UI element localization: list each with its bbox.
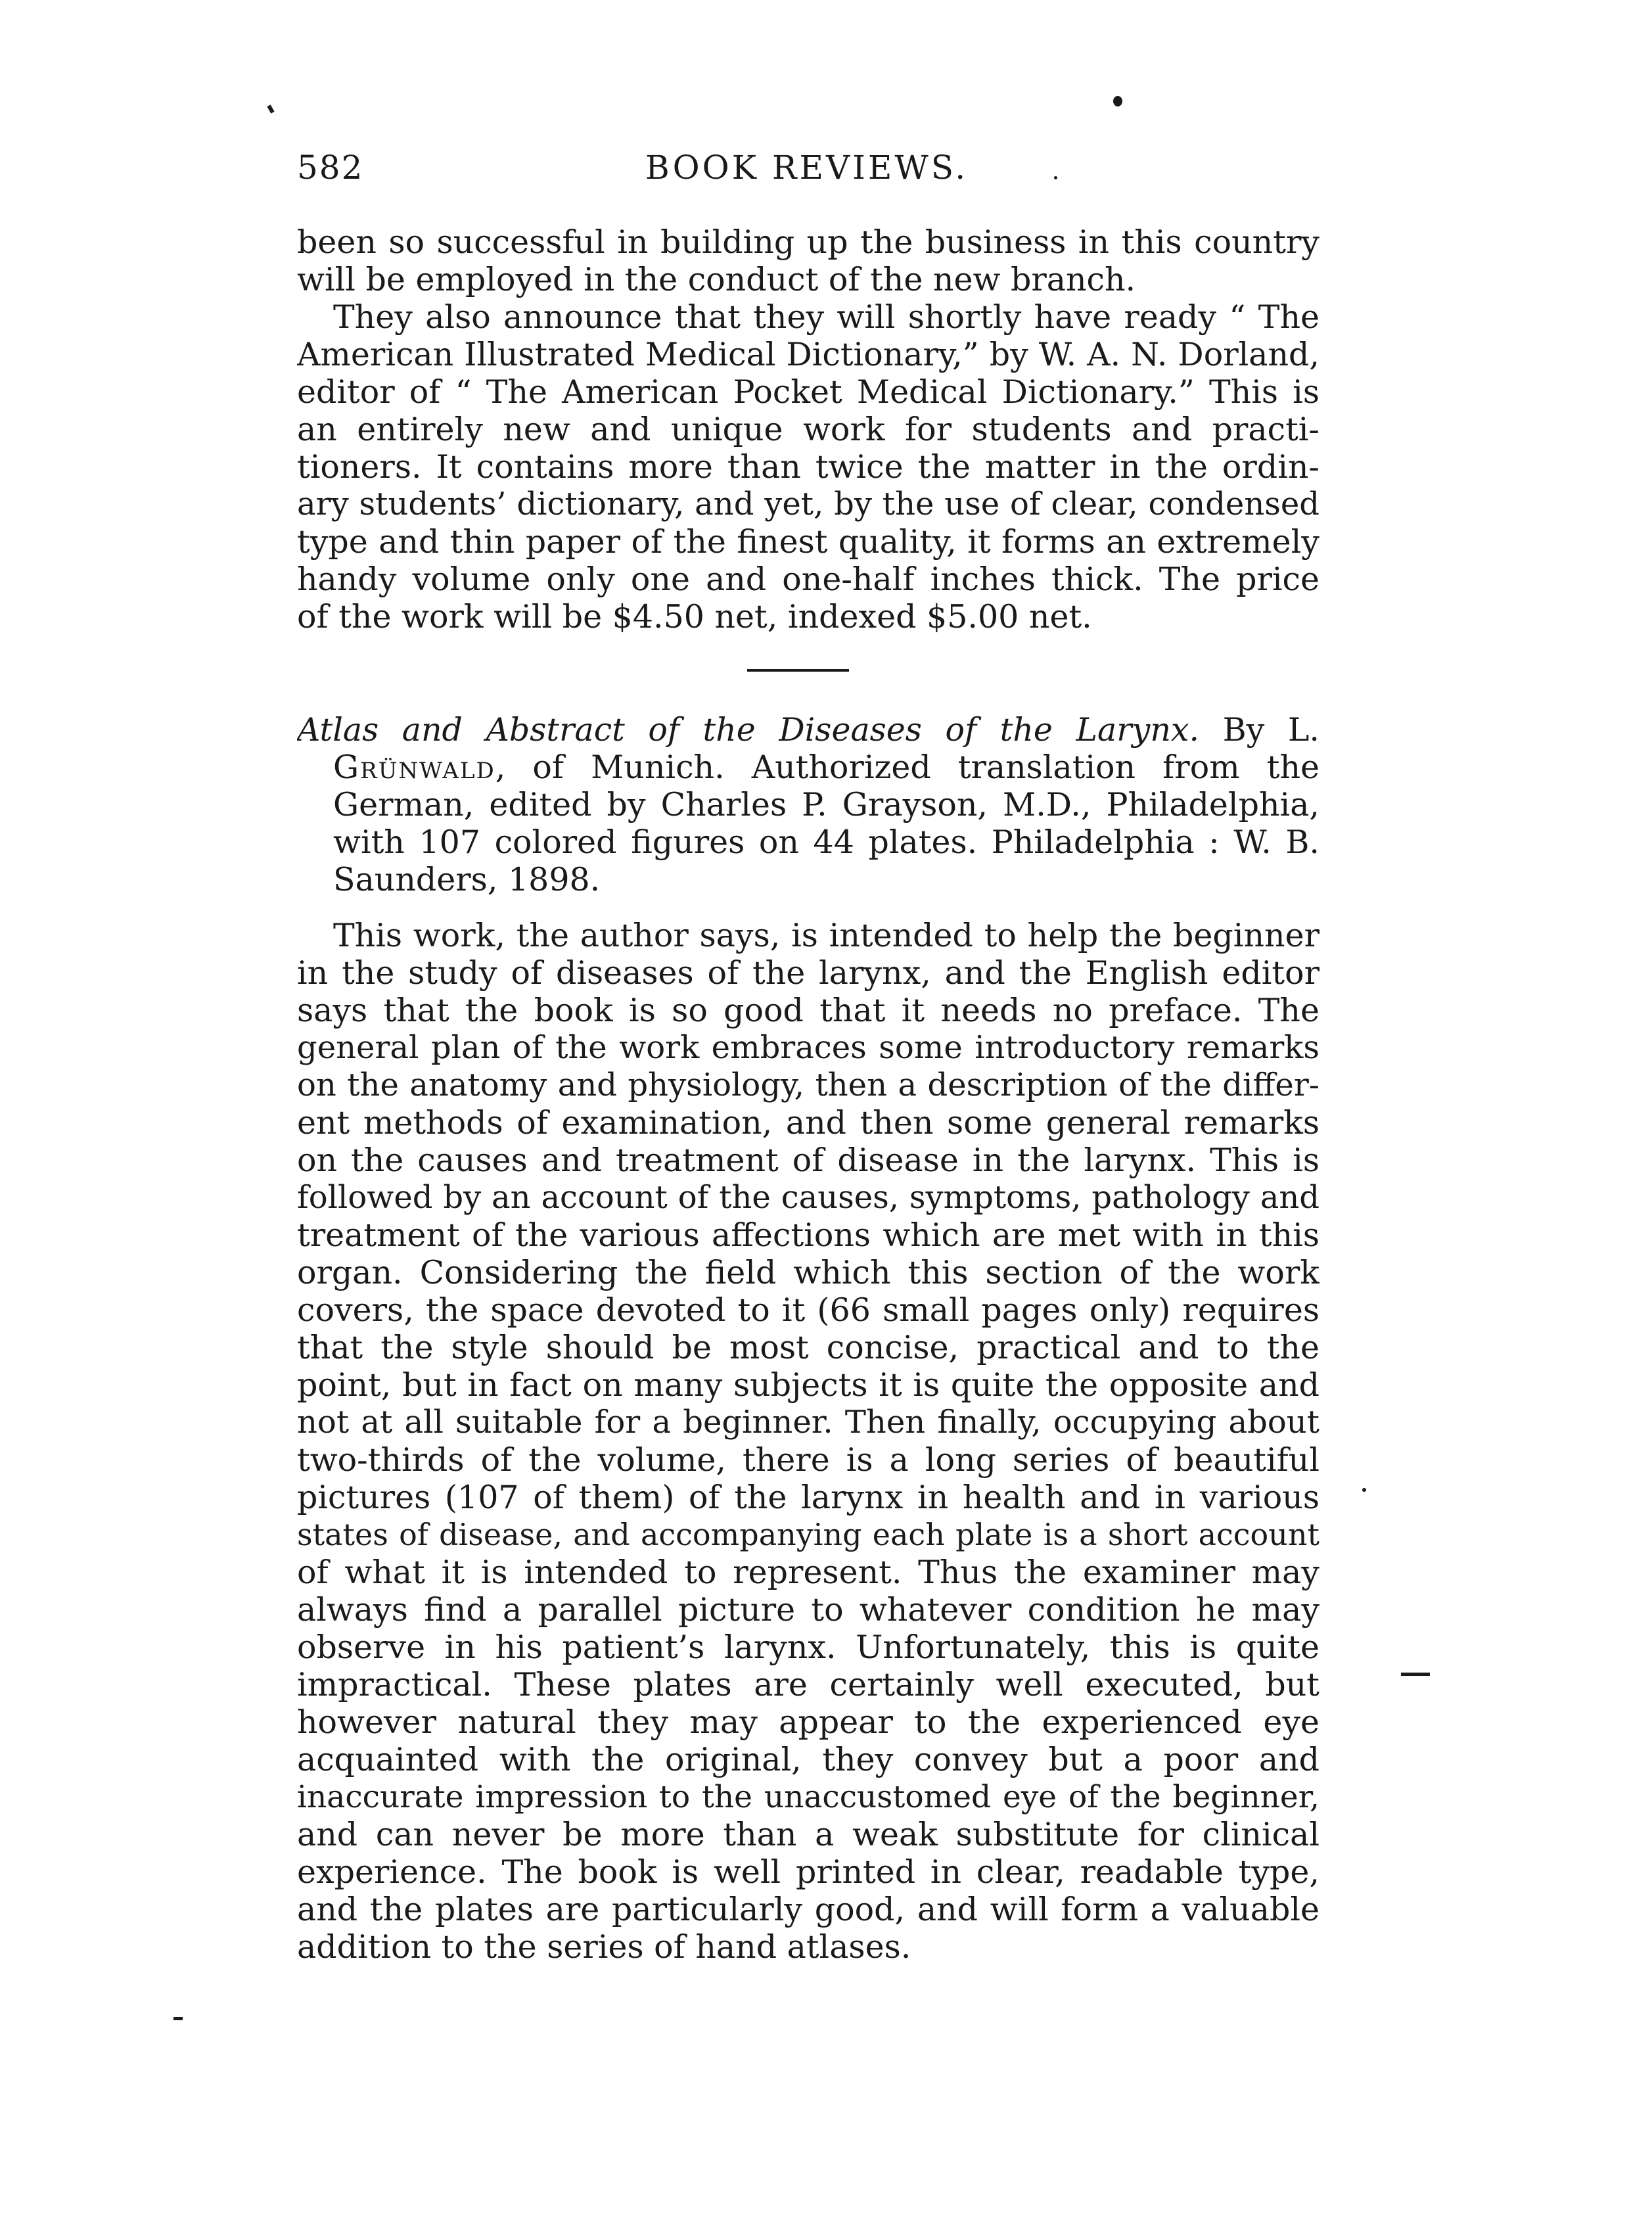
text-line: organ. Considering the field which this section of the work — [297, 1254, 1319, 1291]
heading-text: , of Munich. Authorized translation from the — [495, 749, 1319, 786]
text-line: They also announce that they will shortly have ready “ The — [333, 298, 1319, 336]
text-line: addition to the series of hand atlases. — [297, 1928, 911, 1966]
text-line: general plan of the work embraces some introductory remarks — [297, 1029, 1319, 1066]
text-line: two-thirds of the volume, there is a long series of beautiful — [297, 1441, 1319, 1479]
text-line: states of disease, and accompanying each plate is a short account — [297, 1517, 1319, 1552]
text-line: of the work will be $4.50 net, indexed $5.00 net. — [297, 598, 1092, 636]
text-line: American Illustrated Medical Dictionary,” by W. A. N. Dorland, — [297, 336, 1319, 373]
margin-dash — [1401, 1673, 1430, 1676]
text-line: will be employed in the conduct of the new branch. — [297, 261, 1136, 298]
text-line: been so successful in building up the business in this country — [297, 223, 1319, 261]
ink-speck — [1362, 1488, 1366, 1492]
text-line: on the causes and treatment of disease in the larynx. This is — [297, 1142, 1319, 1179]
text-line: in the study of diseases of the larynx, and the English editor — [297, 954, 1319, 992]
book-title: Atlas and Abstract of the Diseases of the Larynx. — [297, 711, 1200, 749]
text-line: always find a parallel picture to whatever condition he may — [297, 1591, 1319, 1629]
text-line: point, but in fact on many subjects it is quite the opposite and — [297, 1366, 1319, 1404]
continued-paragraph — [297, 223, 1319, 298]
text-line: experience. The book is well printed in clear, readable type, — [297, 1853, 1319, 1891]
heading-line: German, edited by Charles P. Grayson, M.D., Philadelphia, — [333, 786, 1319, 823]
announcement-paragraph — [297, 298, 1319, 636]
text-line: not at all suitable for a beginner. Then finally, occupying about — [297, 1404, 1319, 1441]
page-number: 582 — [297, 149, 364, 187]
text-line: followed by an account of the causes, symptoms, pathology and — [297, 1179, 1319, 1216]
text-line: says that the book is so good that it needs no preface. The — [297, 992, 1319, 1029]
text-line: treatment of the various affections which are met with in this — [297, 1216, 1319, 1254]
text-line: however natural they may appear to the experienced eye — [297, 1703, 1319, 1741]
text-line: on the anatomy and physiology, then a description of the differ- — [297, 1067, 1319, 1103]
heading-line — [297, 749, 1319, 786]
by-label: By L. — [1199, 711, 1319, 749]
text-line: This work, the author says, is intended to help the beginner — [333, 917, 1319, 954]
text-line: of what it is intended to represent. Thus the examiner may — [297, 1554, 1319, 1591]
ink-speck — [173, 2017, 183, 2020]
section-divider — [747, 669, 849, 672]
text-line: covers, the space devoted to it (66 small pages only) requires — [297, 1291, 1319, 1329]
heading-line — [297, 711, 1319, 749]
text-line: and the plates are particularly good, and will form a valuable — [297, 1891, 1319, 1928]
running-head — [297, 149, 1319, 195]
text-line: ary students’ dictionary, and yet, by the use of clear, condensed — [297, 486, 1319, 522]
running-title: BOOK REVIEWS. — [645, 149, 969, 187]
heading-line: Saunders, 1898. — [333, 861, 601, 898]
author-name: Grünwald — [333, 749, 495, 786]
text-line: tioners. It contains more than twice the matter in the ordin- — [297, 448, 1319, 486]
text-line: impractical. These plates are certainly well executed, but — [297, 1666, 1319, 1703]
text-line: acquainted with the original, they convey but a poor and — [297, 1741, 1319, 1778]
heading-line: with 107 colored figures on 44 plates. Philadelphia : W. B. — [333, 823, 1319, 861]
ink-speck — [267, 104, 274, 113]
text-line: inaccurate impression to the unaccustomed eye of the beginner, — [297, 1779, 1319, 1815]
text-line: handy volume only one and one-half inches thick. The price — [297, 561, 1319, 598]
text-line: type and thin paper of the finest quality, it forms an extremely — [297, 523, 1319, 561]
review-heading — [297, 711, 1319, 898]
text-line: ent methods of examination, and then some general remarks — [297, 1104, 1319, 1142]
text-line: editor of “ The American Pocket Medical Dictionary.” This is — [297, 373, 1319, 411]
text-line: observe in his patient’s larynx. Unfortunately, this is quite — [297, 1629, 1319, 1666]
text-line: an entirely new and unique work for students and practi- — [297, 411, 1319, 448]
ink-dot — [1113, 96, 1122, 106]
review-body — [297, 917, 1319, 1966]
text-line: pictures (107 of them) of the larynx in health and in various — [297, 1479, 1319, 1516]
text-line: that the style should be most concise, practical and to the — [297, 1329, 1319, 1366]
text-line: and can never be more than a weak substitute for clinical — [297, 1816, 1319, 1853]
